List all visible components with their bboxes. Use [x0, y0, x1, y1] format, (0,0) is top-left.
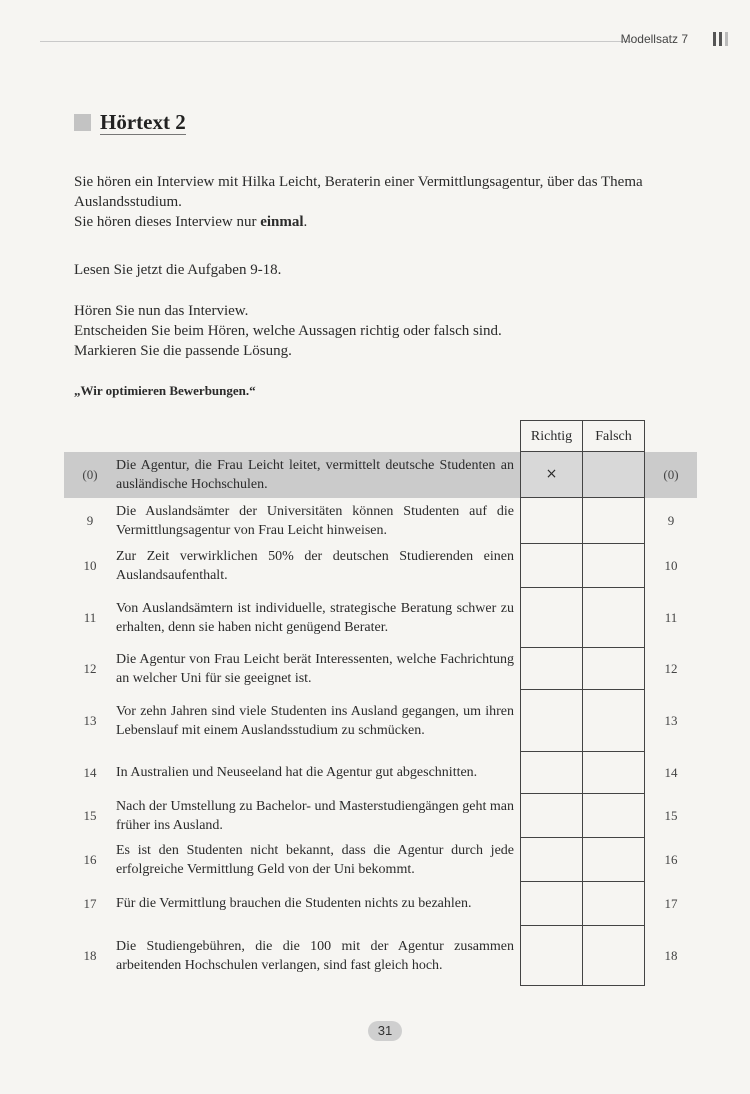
intro-block-1	[74, 172, 714, 232]
statement-text: Zur Zeit verwirklichen 50% der deutschen Studierenden einen Auslandsaufenthalt.	[116, 548, 514, 583]
falsch-cell[interactable]	[583, 588, 645, 648]
statement-text: Es ist den Studenten nicht bekannt, dass die Agentur durch jede erfolgreiche Vermittlung Geld von der Uni bekommt.	[116, 842, 514, 877]
richtig-cell[interactable]	[521, 588, 583, 648]
falsch-cell[interactable]	[583, 882, 645, 926]
title-square-icon	[74, 114, 91, 131]
falsch-cell	[583, 452, 645, 498]
falsch-cell[interactable]	[583, 752, 645, 794]
row-number-right: 9	[667, 513, 675, 528]
row-number-right: 16	[664, 852, 678, 867]
header-falsch: Falsch	[583, 421, 645, 452]
richtig-cell[interactable]	[521, 648, 583, 690]
row-number-right: 18	[664, 948, 678, 963]
table-header-row	[64, 421, 697, 452]
header-rule	[40, 41, 632, 42]
falsch-cell[interactable]	[583, 648, 645, 690]
statement-text: In Australien und Neuseeland hat die Agentur gut abgeschnitten.	[116, 765, 478, 780]
statement-text: Die Auslandsämter der Universitäten können Studenten auf die Vermittlungsagentur von Frau Leicht hinweisen.	[116, 503, 514, 538]
row-number: 13	[83, 713, 97, 728]
statement-text: Für die Vermittlung brauchen die Studenten nichts zu bezahlen.	[116, 896, 472, 911]
intro-p1: Sie hören ein Interview mit Hilka Leicht, Beraterin einer Vermittlungsagentur, über das Thema Auslandsstudium.	[74, 174, 643, 210]
table-row	[64, 882, 697, 926]
intro-p2-prefix: Sie hören dieses Interview nur	[74, 214, 261, 230]
row-number-right: (0)	[645, 452, 698, 498]
richtig-cell[interactable]	[521, 752, 583, 794]
falsch-cell[interactable]	[583, 794, 645, 838]
row-number-right: 13	[664, 713, 678, 728]
statement-text: Nach der Umstellung zu Bachelor- und Masterstudiengängen geht man früher ins Ausland.	[116, 798, 514, 833]
row-number: 11	[83, 610, 97, 625]
row-number: 15	[83, 808, 97, 823]
intro-p4: Hören Sie nun das Interview.	[74, 303, 249, 319]
statement-text: Die Agentur, die Frau Leicht leitet, vermittelt deutsche Studenten an ausländische Hochschulen.	[116, 452, 521, 498]
statement-text: Vor zehn Jahren sind viele Studenten ins Ausland gegangen, um ihren Lebenslauf mit einem Auslandsstudium zu schmücken.	[116, 703, 514, 738]
richtig-cell[interactable]	[521, 794, 583, 838]
row-number-right: 12	[664, 661, 678, 676]
richtig-cell: ×	[521, 452, 583, 498]
row-number-right: 17	[664, 896, 678, 911]
header-richtig: Richtig	[521, 421, 583, 452]
header-bars-icon	[713, 32, 728, 46]
table-row	[64, 498, 697, 544]
richtig-cell[interactable]	[521, 882, 583, 926]
row-number-right: 15	[664, 808, 678, 823]
table-row	[64, 588, 697, 648]
answer-table	[64, 420, 697, 986]
richtig-cell[interactable]	[521, 544, 583, 588]
row-number-right: 14	[664, 765, 678, 780]
table-row	[64, 794, 697, 838]
intro-p3: Lesen Sie jetzt die Aufgaben 9-18.	[74, 262, 282, 278]
row-number: 12	[83, 661, 97, 676]
falsch-cell[interactable]	[583, 498, 645, 544]
section-title	[74, 110, 186, 135]
falsch-cell[interactable]	[583, 544, 645, 588]
row-number: (0)	[64, 452, 116, 498]
row-number: 18	[83, 948, 97, 963]
interview-subtitle: „Wir optimieren Bewerbungen.“	[74, 383, 256, 398]
table-row	[64, 648, 697, 690]
falsch-cell[interactable]	[583, 838, 645, 882]
richtig-cell[interactable]	[521, 926, 583, 986]
row-number-right: 11	[664, 610, 678, 625]
table-row	[64, 926, 697, 986]
richtig-cell[interactable]	[521, 498, 583, 544]
row-number: 10	[83, 558, 97, 573]
row-number: 17	[83, 896, 97, 911]
intro-p2-suffix: .	[303, 214, 308, 230]
statement-text: Von Auslandsämtern ist individuelle, strategische Beratung schwer zu erhalten, denn sie haben nicht genügend Berater.	[116, 600, 514, 635]
intro-p5: Entscheiden Sie beim Hören, welche Aussagen richtig oder falsch sind.	[74, 323, 502, 339]
page-header	[0, 28, 750, 52]
table-row	[64, 838, 697, 882]
richtig-cell[interactable]	[521, 838, 583, 882]
example-row	[64, 452, 697, 498]
page-number: 31	[368, 1021, 402, 1041]
header-label: Modellsatz 7	[620, 32, 688, 46]
row-number: 16	[83, 852, 97, 867]
falsch-cell[interactable]	[583, 926, 645, 986]
row-number: 14	[83, 765, 97, 780]
statement-text: Die Agentur von Frau Leicht berät Interessenten, welche Fachrichtung an welcher Uni für sie geeignet ist.	[116, 651, 514, 686]
table-row	[64, 752, 697, 794]
falsch-cell[interactable]	[583, 690, 645, 752]
table-row	[64, 690, 697, 752]
intro-block-2	[74, 260, 714, 280]
table-row	[64, 544, 697, 588]
intro-block-3	[74, 301, 714, 361]
row-number: 9	[86, 513, 94, 528]
intro-p2-bold: einmal	[260, 214, 304, 230]
richtig-cell[interactable]	[521, 690, 583, 752]
section-title-text: Hörtext 2	[100, 110, 186, 134]
intro-p2	[74, 212, 714, 232]
statement-text: Die Studiengebühren, die die 100 mit der Agentur zusammen arbeitenden Hochschulen verlangen, sind fast gleich hoch.	[116, 938, 514, 973]
row-number-right: 10	[664, 558, 678, 573]
intro-p6: Markieren Sie die passende Lösung.	[74, 343, 292, 359]
